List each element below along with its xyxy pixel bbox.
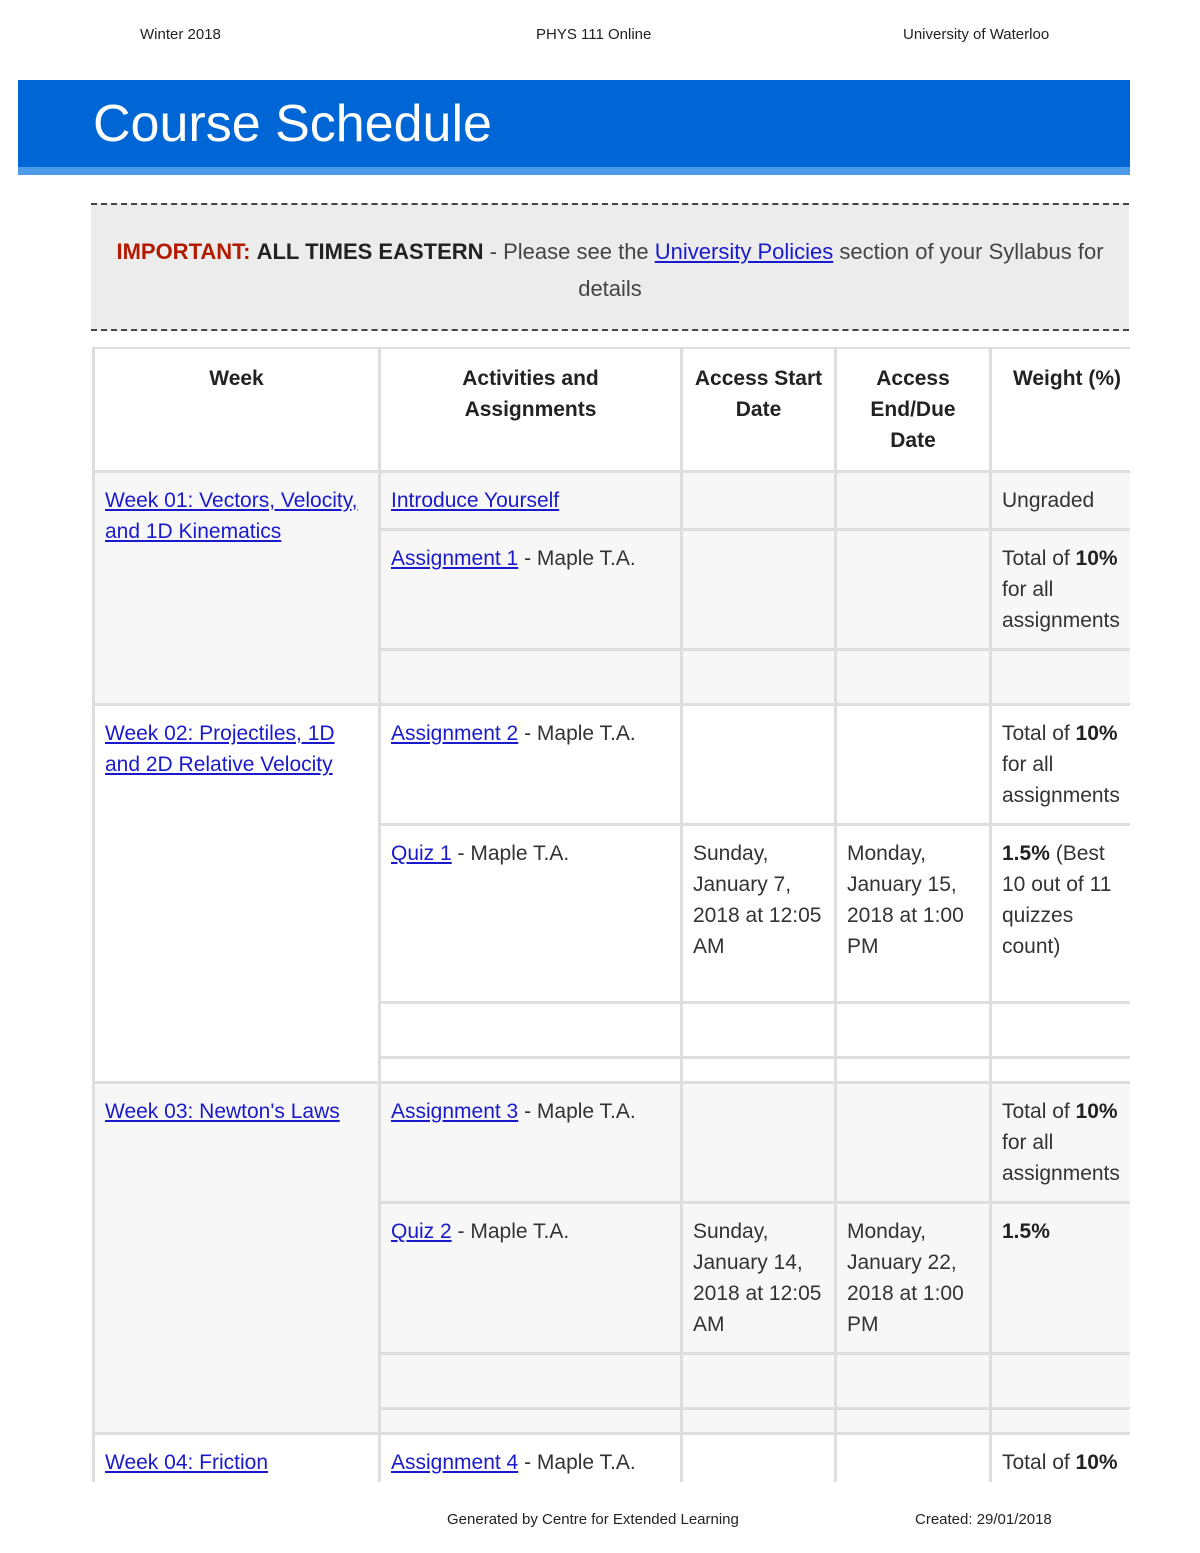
title-banner [18, 80, 1130, 175]
all-times-eastern: ALL TIMES EASTERN [256, 239, 484, 264]
weight: Ungraded [992, 473, 1130, 528]
activity-tool: - Maple T.A. [451, 1220, 570, 1243]
important-label: IMPORTANT: [116, 239, 251, 264]
activity-link[interactable]: Assignment 3 [391, 1100, 519, 1123]
start-date: Sunday, January 14, 2018 at 12:05 AM [683, 1204, 834, 1352]
weight: 1.5% [992, 1204, 1130, 1352]
table-row [95, 706, 1130, 823]
col-weight: Weight (%) [992, 349, 1130, 470]
table-row [95, 1084, 1130, 1201]
week-link[interactable]: Week 04: Friction [105, 1451, 269, 1474]
activity-link[interactable]: Introduce Yourself [391, 489, 560, 512]
table-row [95, 473, 1130, 528]
week-link[interactable]: Week 03: Newton's Laws [105, 1100, 340, 1123]
page-title: Course Schedule [93, 95, 492, 153]
footer-created: Created: 29/01/2018 [915, 1511, 1052, 1528]
activity-tool: - Maple T.A. [518, 1451, 636, 1474]
activity-link[interactable]: Assignment 1 [391, 547, 519, 570]
activity-link[interactable]: Quiz 2 [391, 1220, 452, 1243]
week-link[interactable]: Week 02: Projectiles, 1D and 2D Relative Velocity [105, 722, 335, 776]
university-policies-link[interactable]: University Policies [654, 239, 834, 264]
weight: Total of 10% for all assignments [992, 531, 1130, 648]
header-course: PHYS 111 Online [536, 26, 652, 43]
col-start: Access Start Date [683, 349, 834, 470]
week-link[interactable]: Week 01: Vectors, Velocity, and 1D Kinematics [105, 489, 358, 543]
activity-tool: - Maple T.A. [518, 547, 636, 570]
important-notice [91, 203, 1129, 331]
activity-tool: - Maple T.A. [451, 842, 570, 865]
end-date: Monday, January 22, 2018 at 1:00 PM [837, 1204, 989, 1352]
schedule-table [92, 347, 1130, 1482]
weight: Total of 10% for all assignments [992, 706, 1130, 823]
activity-link[interactable]: Assignment 2 [391, 722, 519, 745]
notice-text: section of your Syllabus for details [578, 239, 1104, 301]
activity-link[interactable]: Quiz 1 [391, 842, 452, 865]
start-date: Sunday, January 7, 2018 at 12:05 AM [683, 826, 834, 1001]
notice-text: - Please see the [483, 239, 655, 264]
footer-generated: Generated by Centre for Extended Learning [447, 1511, 739, 1528]
weight: Total of 10% for all assignments [992, 1084, 1130, 1201]
header-term: Winter 2018 [140, 26, 221, 43]
table-row [95, 1435, 1130, 1482]
col-end: Access End/Due Date [837, 349, 989, 470]
col-activities: Activities and Assignments [381, 349, 680, 470]
weight: Total of 10% [992, 1435, 1130, 1482]
activity-tool: - Maple T.A. [518, 722, 636, 745]
weight: 1.5% (Best 10 out of 11 quizzes count) [992, 826, 1130, 1001]
activity-tool: - Maple T.A. [518, 1100, 636, 1123]
end-date: Monday, January 15, 2018 at 1:00 PM [837, 826, 989, 1001]
activity-link[interactable]: Assignment 4 [391, 1451, 519, 1474]
header-university: University of Waterloo [903, 26, 1050, 43]
col-week: Week [95, 349, 378, 470]
